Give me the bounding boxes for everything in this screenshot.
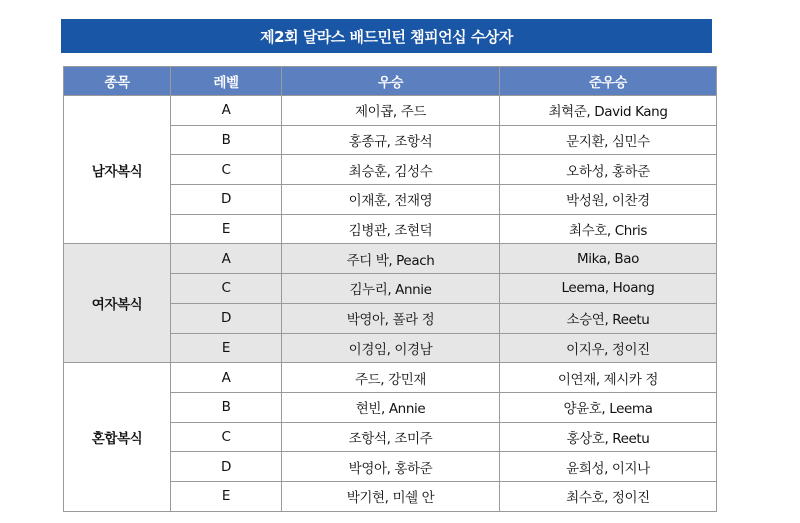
event-cell-mixed-doubles: 혼합복식 xyxy=(64,363,171,511)
winner-cell: 박기현, 미쉘 안 xyxy=(282,481,500,511)
winners-table xyxy=(63,66,717,512)
level-cell: C xyxy=(171,155,282,185)
runner-up-cell: 이연재, 제시카 정 xyxy=(500,363,717,393)
winner-cell: 홍종규, 조항석 xyxy=(282,125,500,155)
runner-up-cell: 홍상호, Reetu xyxy=(500,422,717,452)
level-cell: A xyxy=(171,96,282,126)
level-cell: C xyxy=(171,274,282,304)
level-cell: A xyxy=(171,363,282,393)
runner-up-cell: 최수호, 정이진 xyxy=(500,481,717,511)
level-cell: C xyxy=(171,422,282,452)
winner-cell: 주디 박, Peach xyxy=(282,244,500,274)
winner-cell: 조항석, 조미주 xyxy=(282,422,500,452)
winner-cell: 김누리, Annie xyxy=(282,274,500,304)
table-row xyxy=(64,244,717,274)
winner-cell: 이경임, 이경남 xyxy=(282,333,500,363)
table-row xyxy=(64,96,717,126)
winner-cell: 주드, 강민재 xyxy=(282,363,500,393)
runner-up-cell: 문지환, 심민수 xyxy=(500,125,717,155)
event-cell-mens-doubles: 남자복식 xyxy=(64,96,171,244)
winner-cell: 최승훈, 김성수 xyxy=(282,155,500,185)
level-cell: E xyxy=(171,333,282,363)
level-cell: D xyxy=(171,303,282,333)
page-title: 제2회 달라스 배드민턴 챔피언십 수상자 xyxy=(61,19,712,53)
header-level: 레벨 xyxy=(171,67,282,96)
winner-cell: 이재훈, 전재영 xyxy=(282,185,500,215)
table-header-row xyxy=(64,67,717,96)
level-cell: D xyxy=(171,185,282,215)
header-event: 종목 xyxy=(64,67,171,96)
runner-up-cell: 이지우, 정이진 xyxy=(500,333,717,363)
level-cell: D xyxy=(171,452,282,482)
level-cell: B xyxy=(171,125,282,155)
level-cell: A xyxy=(171,244,282,274)
runner-up-cell: 윤희성, 이지나 xyxy=(500,452,717,482)
winner-cell: 김병관, 조현덕 xyxy=(282,214,500,244)
runner-up-cell: 양윤호, Leema xyxy=(500,392,717,422)
header-winner: 우승 xyxy=(282,67,500,96)
winner-cell: 현빈, Annie xyxy=(282,392,500,422)
level-cell: E xyxy=(171,481,282,511)
runner-up-cell: 박성원, 이찬경 xyxy=(500,185,717,215)
runner-up-cell: 최혁준, David Kang xyxy=(500,96,717,126)
runner-up-cell: Mika, Bao xyxy=(500,244,717,274)
winner-cell: 박영아, 홍하준 xyxy=(282,452,500,482)
winner-cell: 제이콥, 주드 xyxy=(282,96,500,126)
level-cell: B xyxy=(171,392,282,422)
event-cell-womens-doubles: 여자복식 xyxy=(64,244,171,363)
header-runner-up: 준우승 xyxy=(500,67,717,96)
runner-up-cell: 소승연, Reetu xyxy=(500,303,717,333)
winner-cell: 박영아, 폴라 정 xyxy=(282,303,500,333)
table-row xyxy=(64,363,717,393)
runner-up-cell: Leema, Hoang xyxy=(500,274,717,304)
level-cell: E xyxy=(171,214,282,244)
runner-up-cell: 오하성, 홍하준 xyxy=(500,155,717,185)
runner-up-cell: 최수호, Chris xyxy=(500,214,717,244)
